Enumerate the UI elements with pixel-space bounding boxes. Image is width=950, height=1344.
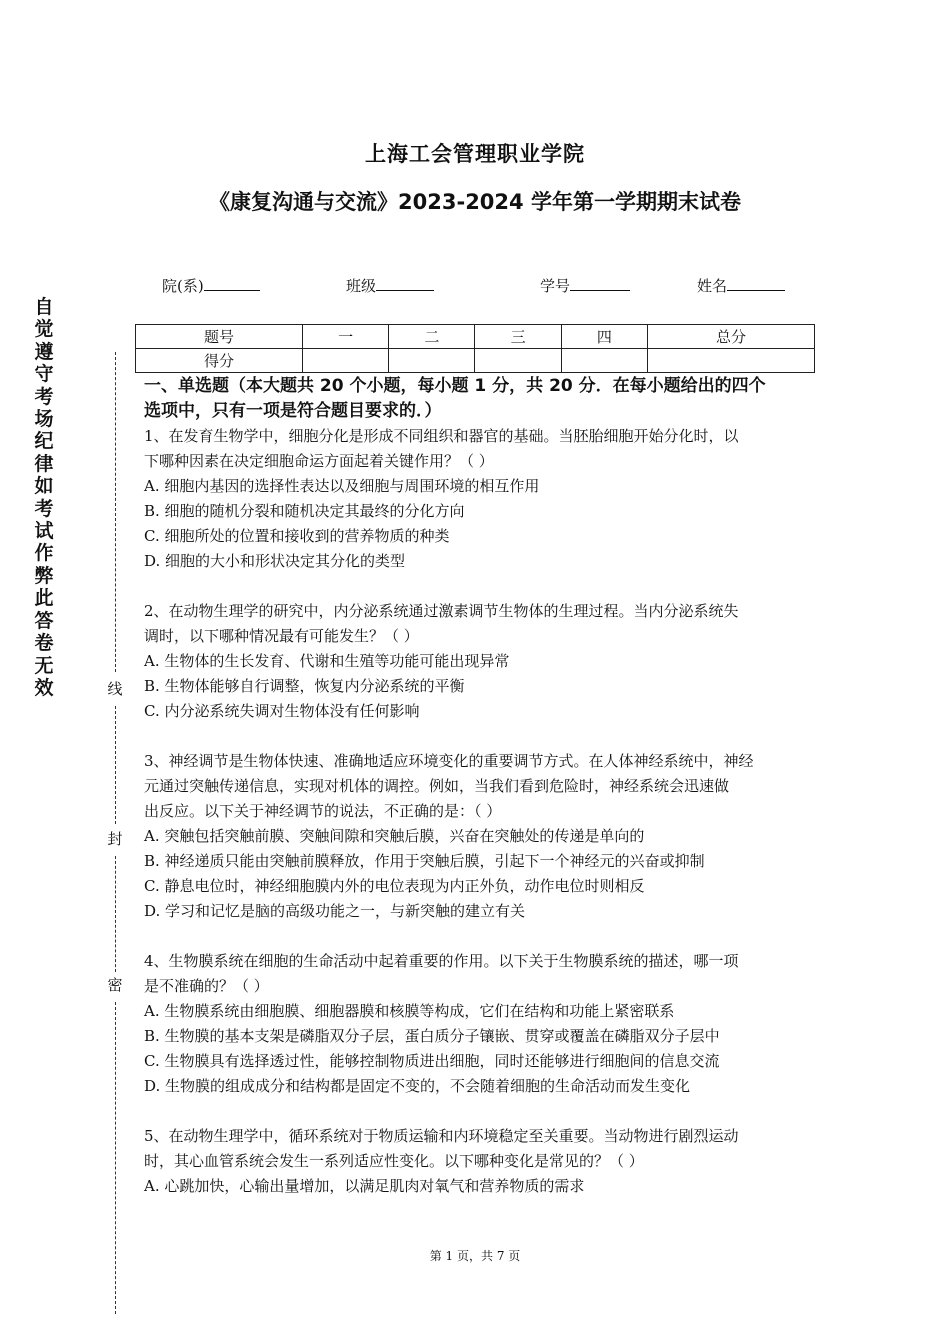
side-warning-char: 遵 — [34, 340, 54, 363]
score-table-cell: 四 — [561, 325, 647, 349]
student-info-row — [0, 274, 950, 300]
class-label: 班级 — [346, 277, 377, 295]
option-c[interactable]: C. 静息电位时，神经细胞膜内外的电位表现为内正外负，动作电位时则相反 — [144, 877, 645, 895]
score-table-header-row — [136, 325, 815, 349]
option-a[interactable]: A. 细胞内基因的选择性表达以及细胞与周围环境的相互作用 — [144, 477, 540, 495]
question-stem: 5、在动物生理学中，循环系统对于物质运输和内环境稳定至关重要。当动物进行剧烈运动 — [144, 1127, 739, 1145]
name-blank[interactable] — [727, 274, 785, 291]
option-b[interactable]: B. 神经递质只能由突触前膜释放，作用于突触后膜，引起下一个神经元的兴奋或抑制 — [144, 852, 705, 870]
side-warning-char: 纪 — [34, 430, 54, 453]
name-label: 姓名 — [697, 277, 728, 295]
score-input-cell[interactable] — [303, 349, 389, 373]
section-heading-line: 一、单选题（本大题共 20 个小题，每小题 1 分，共 20 分．在每小题给出的四个 — [144, 376, 766, 396]
spacer — [144, 1099, 816, 1124]
question-stem: 调时，以下哪种情况最有可能发生？（ ） — [144, 627, 419, 645]
option-a[interactable]: A. 心跳加快，心输出量增加，以满足肌肉对氧气和营养物质的需求 — [144, 1177, 585, 1195]
option-c[interactable]: C. 细胞所处的位置和接收到的营养物质的种类 — [144, 527, 450, 545]
score-table-score-row — [136, 349, 815, 373]
binding-line — [115, 856, 116, 972]
option-a[interactable]: A. 生物膜系统由细胞膜、细胞器膜和核膜等构成，它们在结构和功能上紧密联系 — [144, 1002, 675, 1020]
side-warning-char: 答 — [34, 609, 54, 632]
section-heading — [144, 374, 816, 424]
spacer — [144, 574, 816, 599]
side-warning-char: 如 — [34, 475, 54, 498]
side-warning — [30, 296, 58, 699]
question-stem: 时，其心血管系统会发生一系列适应性变化。以下哪种变化是常见的？（ ） — [144, 1152, 644, 1170]
question-stem: 出反应。以下关于神经调节的说法，不正确的是：（ ） — [144, 802, 502, 820]
binding-line — [115, 1002, 116, 1314]
side-warning-char: 无 — [34, 654, 54, 677]
score-input-cell[interactable] — [647, 349, 814, 373]
option-b[interactable]: B. 生物体能够自行调整，恢复内分泌系统的平衡 — [144, 677, 465, 695]
question-4 — [144, 949, 816, 1099]
student-id-blank[interactable] — [570, 274, 630, 291]
department-label: 院(系) — [162, 277, 204, 295]
score-input-cell[interactable] — [475, 349, 561, 373]
side-mark-secret: 密 — [107, 976, 123, 994]
option-d[interactable]: D. 细胞的大小和形状决定其分化的类型 — [144, 552, 406, 570]
side-warning-char: 自 — [34, 296, 54, 318]
side-warning-char: 卷 — [34, 632, 54, 655]
score-row-label: 得分 — [136, 349, 303, 373]
question-stem: 2、在动物生理学的研究中，内分泌系统通过激素调节生物体的生理过程。当内分泌系统失 — [144, 602, 739, 620]
option-c[interactable]: C. 生物膜具有选择透过性，能够控制物质进出细胞，同时还能够进行细胞间的信息交流 — [144, 1052, 720, 1070]
option-b[interactable]: B. 生物膜的基本支架是磷脂双分子层，蛋白质分子镶嵌、贯穿或覆盖在磷脂双分子层中 — [144, 1027, 720, 1045]
question-stem: 4、生物膜系统在细胞的生命活动中起着重要的作用。以下关于生物膜系统的描述，哪一项 — [144, 952, 739, 970]
score-table-cell: 二 — [389, 325, 475, 349]
score-table-cell: 一 — [303, 325, 389, 349]
option-a[interactable]: A. 生物体的生长发育、代谢和生殖等功能可能出现异常 — [144, 652, 510, 670]
question-stem: 1、在发育生物学中，细胞分化是形成不同组织和器官的基础。当胚胎细胞开始分化时，以 — [144, 427, 739, 445]
option-d[interactable]: D. 生物膜的组成成分和结构都是固定不变的，不会随着细胞的生命活动而发生变化 — [144, 1077, 691, 1095]
class-blank[interactable] — [376, 274, 434, 291]
side-warning-char: 弊 — [34, 564, 54, 587]
department-blank[interactable] — [204, 274, 260, 291]
exam-title: 《康复沟通与交流》2023-2024 学年第一学期期末试卷 — [209, 190, 741, 214]
side-warning-char: 此 — [34, 587, 54, 610]
side-warning-char: 试 — [34, 520, 54, 543]
side-warning-char: 场 — [34, 408, 54, 431]
score-input-cell[interactable] — [561, 349, 647, 373]
side-mark-line: 线 — [107, 680, 123, 698]
student-id-label: 学号 — [540, 277, 571, 295]
option-b[interactable]: B. 细胞的随机分裂和随机决定其最终的分化方向 — [144, 502, 465, 520]
option-c[interactable]: C. 内分泌系统失调对生物体没有任何影响 — [144, 702, 420, 720]
page-footer: 第 1 页，共 7 页 — [429, 1249, 521, 1263]
side-warning-char: 考 — [34, 385, 54, 408]
score-table-cell: 题号 — [136, 325, 303, 349]
question-stem: 3、神经调节是生物体快速、准确地适应环境变化的重要调节方式。在人体神经系统中，神经 — [144, 752, 754, 770]
option-a[interactable]: A. 突触包括突触前膜、突触间隙和突触后膜，兴奋在突触处的传递是单向的 — [144, 827, 645, 845]
spacer — [144, 724, 816, 749]
question-5 — [144, 1124, 816, 1199]
name-field[interactable] — [697, 274, 785, 296]
student-id-field[interactable] — [540, 274, 630, 296]
side-warning-char: 守 — [34, 363, 54, 386]
score-table-cell: 总分 — [647, 325, 814, 349]
question-stem: 元通过突触传递信息，实现对机体的调控。例如，当我们看到危险时，神经系统会迅速做 — [144, 777, 730, 795]
question-3 — [144, 749, 816, 924]
department-field[interactable] — [162, 274, 260, 296]
school-title: 上海工会管理职业学院 — [365, 142, 585, 166]
side-warning-char: 效 — [34, 676, 54, 699]
question-1 — [144, 424, 816, 574]
side-warning-char: 考 — [34, 497, 54, 520]
side-warning-char: 觉 — [34, 318, 54, 341]
class-field[interactable] — [346, 274, 434, 296]
question-stem: 是不准确的？（ ） — [144, 977, 269, 995]
option-d[interactable]: D. 学习和记忆是脑的高级功能之一，与新突触的建立有关 — [144, 902, 526, 920]
section-heading-line: 选项中，只有一项是符合题目要求的．） — [144, 401, 442, 421]
score-table — [135, 324, 815, 373]
exam-content — [144, 374, 816, 1199]
score-input-cell[interactable] — [389, 349, 475, 373]
score-table-cell: 三 — [475, 325, 561, 349]
question-2 — [144, 599, 816, 724]
spacer — [144, 924, 816, 949]
question-stem: 下哪种因素在决定细胞命运方面起着关键作用？（ ） — [144, 452, 494, 470]
side-warning-char: 律 — [34, 452, 54, 475]
side-mark-seal: 封 — [107, 830, 123, 848]
binding-line — [115, 706, 116, 824]
binding-line — [115, 352, 116, 672]
side-warning-char: 作 — [34, 542, 54, 565]
